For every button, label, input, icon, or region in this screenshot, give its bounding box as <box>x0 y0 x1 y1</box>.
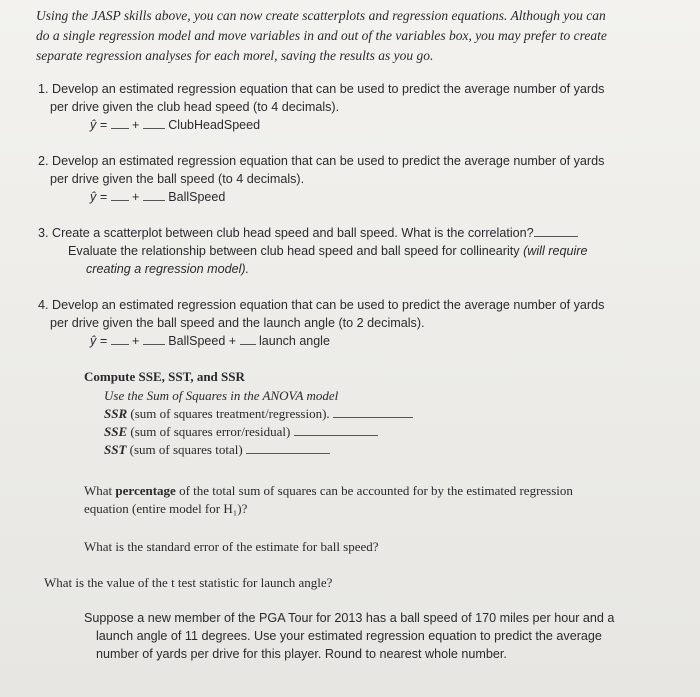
q4-plus: + <box>132 334 140 348</box>
intro-line-1: Using the JASP skills above, you can now create scatterplots and regression equations. Although you can <box>36 8 606 23</box>
q3-line-3: creating a regression model). <box>86 262 250 276</box>
q2-variable: BallSpeed <box>168 190 226 204</box>
ssr-blank[interactable] <box>333 406 413 418</box>
q3-line-2-italic: (will require <box>523 244 588 258</box>
q3-correlation-blank[interactable] <box>534 225 578 237</box>
ssr-desc: (sum of squares treatment/regression). <box>130 406 330 421</box>
q2-equation <box>90 189 225 204</box>
intro-line-2: do a single regression model and move variables in and out of the variables box, you may prefer to create <box>36 28 607 43</box>
q1-equation <box>90 117 260 132</box>
final-line-2: launch angle of 11 degrees. Use your estimated regression equation to predict the average <box>96 629 602 643</box>
q2-slope-blank[interactable] <box>143 189 165 201</box>
q2-line-1: 2. Develop an estimated regression equation that can be used to predict the average number of yards <box>38 154 605 168</box>
q2-line-2: per drive given the ball speed (to 4 decimals). <box>50 172 305 186</box>
q4-variable-1: BallSpeed + <box>168 334 237 348</box>
sse-desc: (sum of squares error/residual) <box>130 424 291 439</box>
q2-intercept-blank[interactable] <box>111 189 129 201</box>
q4-line-1: 4. Develop an estimated regression equation that can be used to predict the average number of yards <box>38 298 605 312</box>
q1-yhat: ŷ = <box>90 118 108 132</box>
percentage-line-1 <box>84 482 573 500</box>
q4-variable-2: launch angle <box>259 334 330 348</box>
q1-variable: ClubHeadSpeed <box>168 118 261 132</box>
q4-yhat: ŷ = <box>90 334 108 348</box>
ssr-abbr: SSR <box>104 406 128 421</box>
final-line-1: Suppose a new member of the PGA Tour for 2013 has a ball speed of 170 miles per hour and a <box>84 611 615 625</box>
q2-yhat: ŷ = <box>90 190 108 204</box>
sse-line <box>104 423 378 441</box>
q2-plus: + <box>132 190 140 204</box>
sse-blank[interactable] <box>294 424 378 436</box>
q4-launch-angle-blank[interactable] <box>240 333 256 345</box>
q1-line-2: per drive given the club head speed (to 4 decimals). <box>50 100 340 114</box>
q3-line-2 <box>68 243 587 260</box>
q3-line-1-text: 3. Create a scatterplot between club head speed and ball speed. What is the correlation? <box>38 226 534 240</box>
percentage-bold: percentage <box>115 483 176 498</box>
percentage-line-2: equation (entire model for H₁)? <box>84 501 248 516</box>
sst-desc: (sum of squares total) <box>129 442 243 457</box>
q1-slope-blank[interactable] <box>143 117 165 129</box>
sse-abbr: SSE <box>104 424 128 439</box>
sst-line <box>104 441 330 459</box>
q4-ballspeed-blank[interactable] <box>143 333 165 345</box>
sst-blank[interactable] <box>246 442 330 454</box>
q1-line-1: 1. Develop an estimated regression equation that can be used to predict the average number of yards <box>38 82 605 96</box>
final-line-3: number of yards per drive for this player. Round to nearest whole number. <box>96 647 507 661</box>
q3-line-1 <box>38 225 578 242</box>
q4-equation <box>90 333 330 348</box>
q4-intercept-blank[interactable] <box>111 333 129 345</box>
q1-plus: + <box>132 118 140 132</box>
q1-intercept-blank[interactable] <box>111 117 129 129</box>
ssr-line <box>104 405 413 423</box>
intro-line-3: separate regression analyses for each morel, saving the results as you go. <box>36 48 434 63</box>
percentage-post: of the total sum of squares can be accounted for by the estimated regression <box>179 483 573 498</box>
t-test-question: What is the value of the t test statistic for launch angle? <box>44 575 333 590</box>
std-error-question: What is the standard error of the estimate for ball speed? <box>84 539 379 554</box>
percentage-pre: What <box>84 483 113 498</box>
compute-subheading: Use the Sum of Squares in the ANOVA model <box>104 388 339 403</box>
q3-line-2-text: Evaluate the relationship between club head speed and ball speed for collinearity <box>68 244 520 258</box>
sst-abbr: SST <box>104 442 127 457</box>
q4-line-2: per drive given the ball speed and the launch angle (to 2 decimals). <box>50 316 425 330</box>
compute-heading: Compute SSE, SST, and SSR <box>84 369 245 384</box>
